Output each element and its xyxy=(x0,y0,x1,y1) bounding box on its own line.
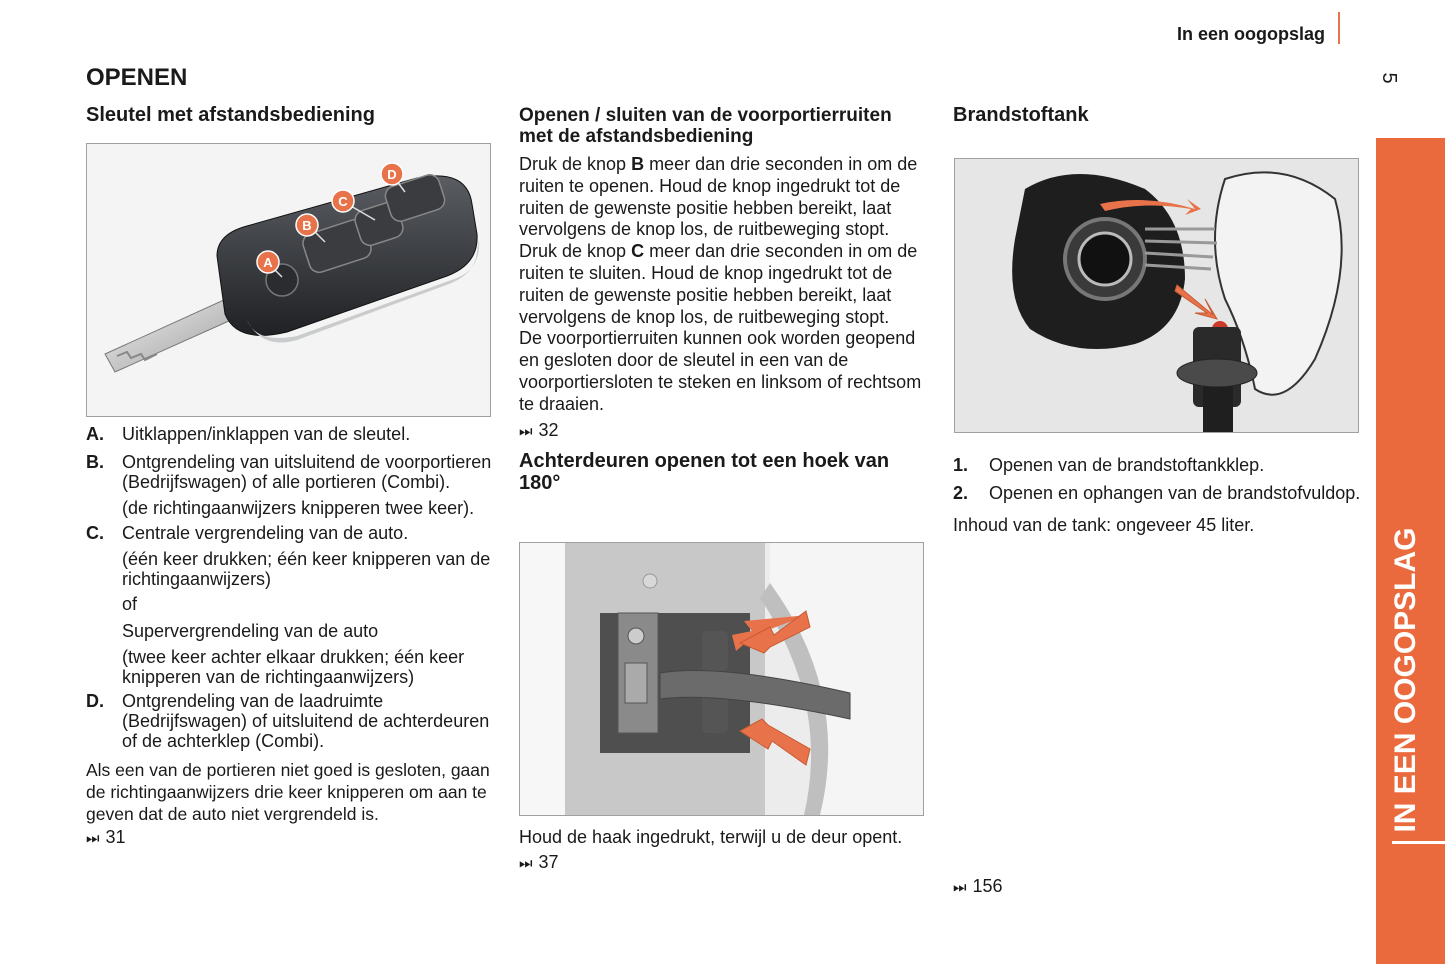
skip-forward-icon: ⏭ xyxy=(519,855,533,872)
remote-key-legend xyxy=(86,424,496,850)
heading-windows: Openen / sluiten van de voorportierruiten met de afstandsbediening xyxy=(519,105,892,147)
legend-text: Ontgrendeling van uitsluitend de voorportieren (Bedrijfswagen) of alle portieren (Combi). xyxy=(122,451,492,492)
side-tab-label: IN EEN OOGOPSLAG xyxy=(1389,527,1422,833)
callout-a xyxy=(257,251,279,273)
legend-label: 2. xyxy=(953,482,969,503)
legend-item-d xyxy=(86,691,496,751)
paragraph-close-windows: Druk de knop C meer dan drie seconden in om de ruiten te sluiten. Houd de knop ingedrukt tot de ruiten de gewenste positie hebben bereikt, laat vervolgens de knop los, de ruitbeweging stopt. xyxy=(519,241,918,327)
fuel-legend-item-2 xyxy=(953,483,1363,503)
callout-b xyxy=(296,214,318,236)
legend-label: C. xyxy=(86,522,104,543)
figure-fuel-tank xyxy=(954,158,1359,433)
column-remote-key xyxy=(86,104,496,126)
paragraph-key-operation: De voorportierruiten kunnen ook worden geopend en gesloten door de sleutel in een van de voorportiersloten te steken en linksom of rechtsom te draaien. xyxy=(519,328,922,414)
callout-c xyxy=(332,190,354,212)
legend-item-c xyxy=(86,523,496,688)
page-title: OPENEN xyxy=(86,64,188,91)
remote-key-illustration xyxy=(87,144,490,416)
page-ref-37[interactable] xyxy=(519,852,927,875)
heading-remote-key: Sleutel met afstandsbediening xyxy=(86,104,375,126)
legend-subtext: (de richtingaanwijzers knipperen twee keer). xyxy=(122,497,475,518)
legend-label: B. xyxy=(86,451,104,472)
skip-forward-icon: ⏭ xyxy=(86,830,100,847)
door-hinge-illustration xyxy=(520,543,923,815)
figure-rear-door-hinge xyxy=(519,542,924,816)
fuel-tank-legend xyxy=(953,455,1363,536)
legend-subtext: (één keer drukken; één keer knipperen van de richtingaanwijzers) xyxy=(122,549,491,589)
page-ref-number: 156 xyxy=(972,876,1003,896)
rear-door-caption-block xyxy=(519,826,927,875)
legend-text: Centrale vergrendeling van de auto. xyxy=(122,522,409,543)
header-divider xyxy=(1338,12,1340,44)
skip-forward-icon: ⏭ xyxy=(953,879,967,896)
fuel-filler-illustration xyxy=(955,159,1358,432)
legend-label: A. xyxy=(86,424,104,444)
heading-rear-doors: Achterdeuren openen tot een hoek van 180° xyxy=(519,450,890,495)
callout-c-label: C xyxy=(338,194,348,209)
page-ref-31[interactable] xyxy=(86,827,496,850)
legend-text: Openen en ophangen van de brandstofvuldop. xyxy=(989,482,1361,503)
tank-capacity: Inhoud van de tank: ongeveer 45 liter. xyxy=(953,514,1255,535)
running-header: In een oogopslag xyxy=(1176,24,1325,44)
legend-subtext: of xyxy=(122,594,138,614)
legend-text: Ontgrendeling van de laadruimte (Bedrijfswagen) of uitsluitend de achterdeuren of de achterklep (Combi). xyxy=(122,691,490,751)
legend-subtext: (twee keer achter elkaar drukken; één keer knipperen van de richtingaanwijzers) xyxy=(122,647,465,687)
page-ref-number: 32 xyxy=(538,419,559,440)
page-ref-32[interactable] xyxy=(519,420,927,443)
page-ref-156[interactable] xyxy=(953,876,1003,899)
callout-a-label: A xyxy=(263,255,273,270)
heading-fuel-tank: Brandstoftank xyxy=(953,104,1089,126)
callout-d xyxy=(381,163,403,185)
legend-label: D. xyxy=(86,691,104,711)
column-fuel-tank xyxy=(953,104,1363,126)
page-number: 5 xyxy=(1378,72,1400,84)
page-ref-number: 31 xyxy=(105,827,126,847)
legend-text: Openen van de brandstoftankklep. xyxy=(989,455,1265,475)
callout-b-label: B xyxy=(302,218,312,233)
figure-remote-key xyxy=(86,143,491,417)
page-ref-number: 37 xyxy=(538,852,559,872)
skip-forward-icon: ⏭ xyxy=(519,422,533,440)
column-windows xyxy=(519,105,927,494)
side-tab-divider xyxy=(1392,841,1445,844)
warning-note: Als een van de portieren niet goed is gesloten, gaan de richtingaanwijzers drie keer knipperen om aan te geven dat de auto niet vergrendeld is. xyxy=(86,760,490,824)
legend-subtext: Supervergrendeling van de auto xyxy=(122,620,379,641)
legend-label: 1. xyxy=(953,455,969,475)
fuel-legend-item-1 xyxy=(953,455,1363,477)
legend-text: Uitklappen/inklappen van de sleutel. xyxy=(122,424,411,444)
legend-item-a xyxy=(86,424,496,446)
legend-item-b xyxy=(86,452,496,518)
callout-d-label: D xyxy=(387,167,397,182)
paragraph-open-windows: Druk de knop B meer dan drie seconden in om de ruiten te openen. Houd de knop ingedrukt tot de ruiten de gewenste positie hebben bereikt, laat vervolgens de knop los, de ruitbeweging stopt. xyxy=(519,154,918,240)
rear-door-caption: Houd de haak ingedrukt, terwijl u de deur opent. xyxy=(519,827,903,847)
